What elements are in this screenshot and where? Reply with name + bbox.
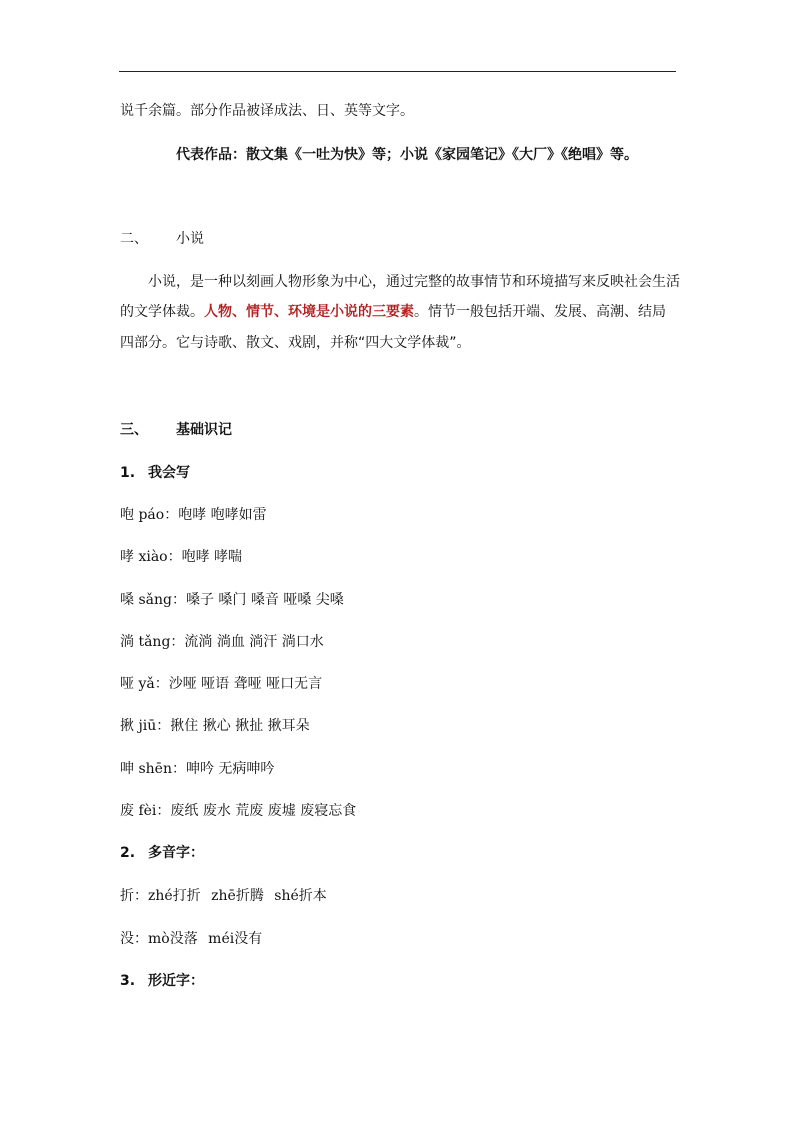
pinyin: méi (208, 931, 235, 947)
word: 折腾 (235, 888, 264, 904)
section-title: 小说 (176, 231, 204, 247)
char: 揪 (120, 718, 134, 734)
char: 废 (120, 803, 134, 819)
word: 折本 (298, 888, 327, 904)
section-heading-basics (120, 420, 232, 440)
words: 废纸 废水 荒废 废墟 废寝忘食 (170, 803, 357, 819)
words: 嗓子 嗓门 嗓音 哑嗓 尖嗓 (185, 592, 344, 608)
text-run: 的文学体裁。 (120, 304, 204, 320)
pinyin: shé (274, 888, 299, 904)
words: 揪住 揪心 揪扯 揪耳朵 (170, 718, 310, 734)
words: 咆哮 哮喘 (181, 549, 243, 565)
words: 呻吟 无病呻吟 (185, 761, 275, 777)
char: 咆 (120, 507, 134, 523)
section-heading-novel (120, 229, 204, 249)
representative-works: 代表作品：散文集《一吐为快》等；小说《家园笔记》《大厂》《绝唱》等。 (176, 147, 638, 163)
subheading-polyphones (120, 843, 204, 863)
list-number: 3. (120, 973, 136, 989)
novel-paragraph-line-1: 小说，是一种以刻画人物形象为中心，通过完整的故事情节和环境描写来反映社会生活 (148, 274, 680, 290)
list-number: 1. (120, 465, 136, 481)
words: 流淌 淌血 淌汗 淌口水 (184, 634, 324, 650)
subheading-title: 我会写 (148, 465, 190, 481)
subheading-writing (120, 463, 190, 483)
words: 咆哮 咆哮如雷 (178, 507, 267, 523)
pinyin: jiū (138, 718, 157, 734)
section-number: 三、 (120, 422, 148, 438)
words: 沙哑 哑语 聋哑 哑口无言 (168, 676, 323, 692)
header-rule (119, 71, 676, 72)
pinyin: mò (148, 931, 170, 947)
word: 打折 (172, 888, 201, 904)
char-entry: 呻 shēn：呻吟 无病呻吟 (120, 761, 275, 777)
pinyin: fèi (138, 803, 157, 819)
char-entry: 淌 tǎng：流淌 淌血 淌汗 淌口水 (120, 634, 324, 650)
section-number: 二、 (120, 231, 148, 247)
novel-paragraph-line-3: 四部分。它与诗歌、散文、戏剧，并称“四大文学体裁”。 (120, 335, 471, 351)
pinyin: sǎng (138, 592, 172, 608)
pinyin: yǎ (138, 676, 155, 692)
char-entry: 废 fèi：废纸 废水 荒废 废墟 废寝忘食 (120, 803, 357, 819)
highlighted-text: 人物、情节、环境是小说的三要素 (204, 304, 414, 320)
pinyin: zhé (148, 888, 173, 904)
char: 没 (120, 931, 134, 947)
char: 呻 (120, 761, 134, 777)
section-title: 基础识记 (176, 422, 232, 438)
word: 没落 (169, 931, 198, 947)
char-entry: 哑 yǎ：沙哑 哑语 聋哑 哑口无言 (120, 676, 323, 692)
word: 没有 (234, 931, 263, 947)
subheading-title: 形近字： (148, 973, 204, 989)
pinyin: shēn (138, 761, 172, 777)
char-entry: 嗓 sǎng：嗓子 嗓门 嗓音 哑嗓 尖嗓 (120, 592, 344, 608)
list-number: 2. (120, 845, 136, 861)
char-entry: 咆 páo：咆哮 咆哮如雷 (120, 507, 267, 523)
char: 折 (120, 888, 134, 904)
polyphone-entry: 折：zhé打折 zhē折腾 shé折本 (120, 888, 327, 904)
char: 嗓 (120, 592, 134, 608)
novel-paragraph-line-2 (120, 302, 666, 322)
char: 淌 (120, 634, 134, 650)
char-entry: 哮 xiào：咆哮 哮喘 (120, 549, 243, 565)
subheading-title: 多音字： (148, 845, 204, 861)
subheading-similar-chars (120, 971, 204, 991)
text-run: 。情节一般包括开端、发展、高潮、结局 (414, 304, 666, 320)
polyphone-entry: 没：mò没落 méi没有 (120, 931, 263, 947)
pinyin: páo (138, 507, 165, 523)
pinyin: xiào (138, 549, 168, 565)
char: 哮 (120, 549, 134, 565)
intro-continuation: 说千余篇。部分作品被译成法、日、英等文字。 (120, 103, 414, 119)
char-entry: 揪 jiū：揪住 揪心 揪扯 揪耳朵 (120, 718, 310, 734)
pinyin: zhē (211, 888, 236, 904)
char: 哑 (120, 676, 134, 692)
pinyin: tǎng (138, 634, 171, 650)
